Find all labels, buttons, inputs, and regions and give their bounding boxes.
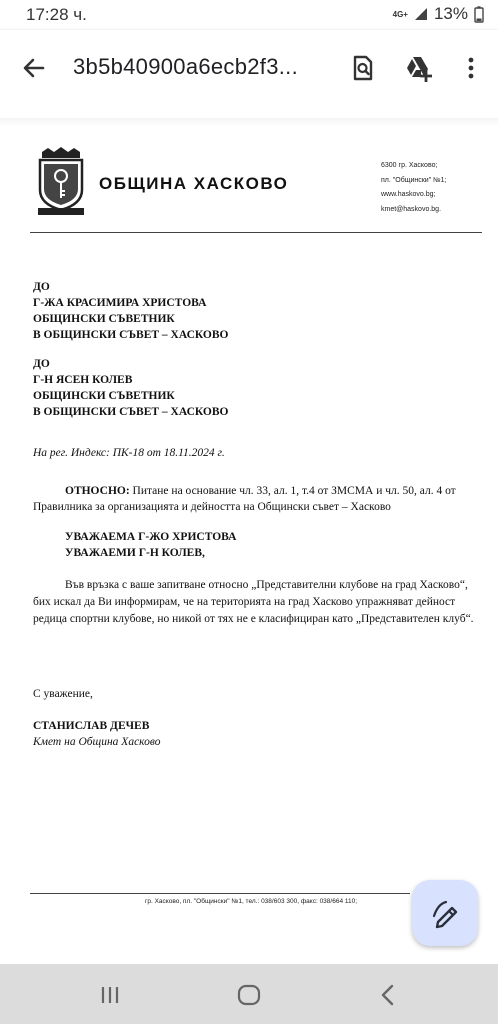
addressee-line: ОБЩИНСКИ СЪВЕТНИК — [33, 313, 175, 325]
battery-icon — [474, 6, 484, 23]
recent-apps-button[interactable] — [95, 980, 125, 1010]
status-bar — [0, 0, 498, 30]
back-arrow-icon — [16, 50, 52, 86]
contact-line: www.haskovo.bg; — [381, 191, 436, 198]
home-icon — [234, 980, 264, 1010]
more-options-button[interactable] — [453, 50, 489, 86]
scan-edge — [0, 118, 498, 126]
contact-line: пл. "Общински" №1; — [381, 176, 447, 184]
footer-divider — [30, 893, 410, 894]
battery-percent: 13% — [433, 4, 468, 23]
contact-line: kmet@haskovo.bg. — [381, 205, 442, 213]
system-nav-bar — [0, 964, 498, 1024]
reference-number: На рег. Индекс: ПК-18 от 18.11.2024 г. — [33, 447, 225, 459]
addressee-line: ОБЩИНСКИ СЪВЕТНИК — [33, 390, 175, 402]
edit-pen-icon — [412, 880, 478, 946]
document-search-icon — [345, 50, 381, 86]
status-icons — [393, 4, 484, 24]
app-bar — [0, 30, 498, 104]
body-line: бих искал да Ви информирам, че на територията на град Хасково упражняват дейност — [33, 596, 456, 608]
addressee-line: Г-ЖА КРАСИМИРА ХРИСТОВА — [33, 297, 207, 309]
body-line: Във връзка с ваше запитване относно „Представителни клубове на град Хасково“, — [65, 579, 468, 591]
subject-text: Питане на основание чл. 33, ал. 1, т.4 от ЗМСМА и чл. 50, ал. 4 от — [132, 485, 456, 497]
drive-add-icon — [400, 50, 436, 86]
salutation-line: УВАЖАЕМА Г-ЖО ХРИСТОВА — [65, 531, 237, 543]
back-icon — [373, 980, 403, 1010]
back-button[interactable] — [16, 50, 52, 86]
document-title: 3b5b40900a6ecb2f3... — [73, 54, 298, 79]
status-time: 17:28 ч. — [26, 5, 87, 24]
more-vert-icon — [453, 50, 489, 86]
subject-text-continued: Правилника за организацията и дейността на Общински съвет – Хасково — [33, 501, 391, 513]
subject-label: ОТНОСНО: — [65, 485, 130, 497]
body-line: редица спортни клубове, но никой от тях не е класифициран като „Представителен клуб“. — [33, 613, 474, 625]
signatory-title: Кмет на Община Хасково — [33, 736, 161, 748]
addressee-line: В ОБЩИНСКИ СЪВЕТ – ХАСКОВО — [33, 406, 229, 418]
addressee-line: ДО — [33, 281, 50, 293]
network-type: 4G+ — [392, 9, 408, 19]
add-to-drive-button[interactable] — [400, 50, 436, 86]
back-nav-button[interactable] — [373, 980, 403, 1010]
signatory-name: СТАНИСЛАВ ДЕЧЕВ — [33, 720, 150, 732]
addressee-line: ДО — [33, 358, 50, 370]
home-button[interactable] — [234, 980, 264, 1010]
closing: С уважение, — [33, 688, 93, 700]
contact-block — [381, 159, 447, 217]
signal-icon — [414, 7, 428, 21]
addressee-line: В ОБЩИНСКИ СЪВЕТ – ХАСКОВО — [33, 329, 229, 341]
addressee-line: Г-Н ЯСЕН КОЛЕВ — [33, 374, 133, 386]
edit-fab[interactable] — [412, 880, 478, 946]
header-divider — [30, 232, 482, 233]
search-document-button[interactable] — [345, 50, 381, 86]
municipality-name: ОБЩИНА ХАСКОВО — [99, 174, 289, 193]
subject-line — [65, 485, 456, 497]
footer-address: гр. Хасково, пл. "Общински" №1, тел.: 038/603 300, факс: 038/664 110; — [145, 898, 358, 905]
municipality-crest-icon — [34, 146, 88, 216]
contact-line: 6300 гр. Хасково; — [381, 162, 438, 169]
salutation-line: УВАЖАЕМИ Г-Н КОЛЕВ, — [65, 547, 205, 559]
recent-apps-icon — [95, 980, 125, 1010]
